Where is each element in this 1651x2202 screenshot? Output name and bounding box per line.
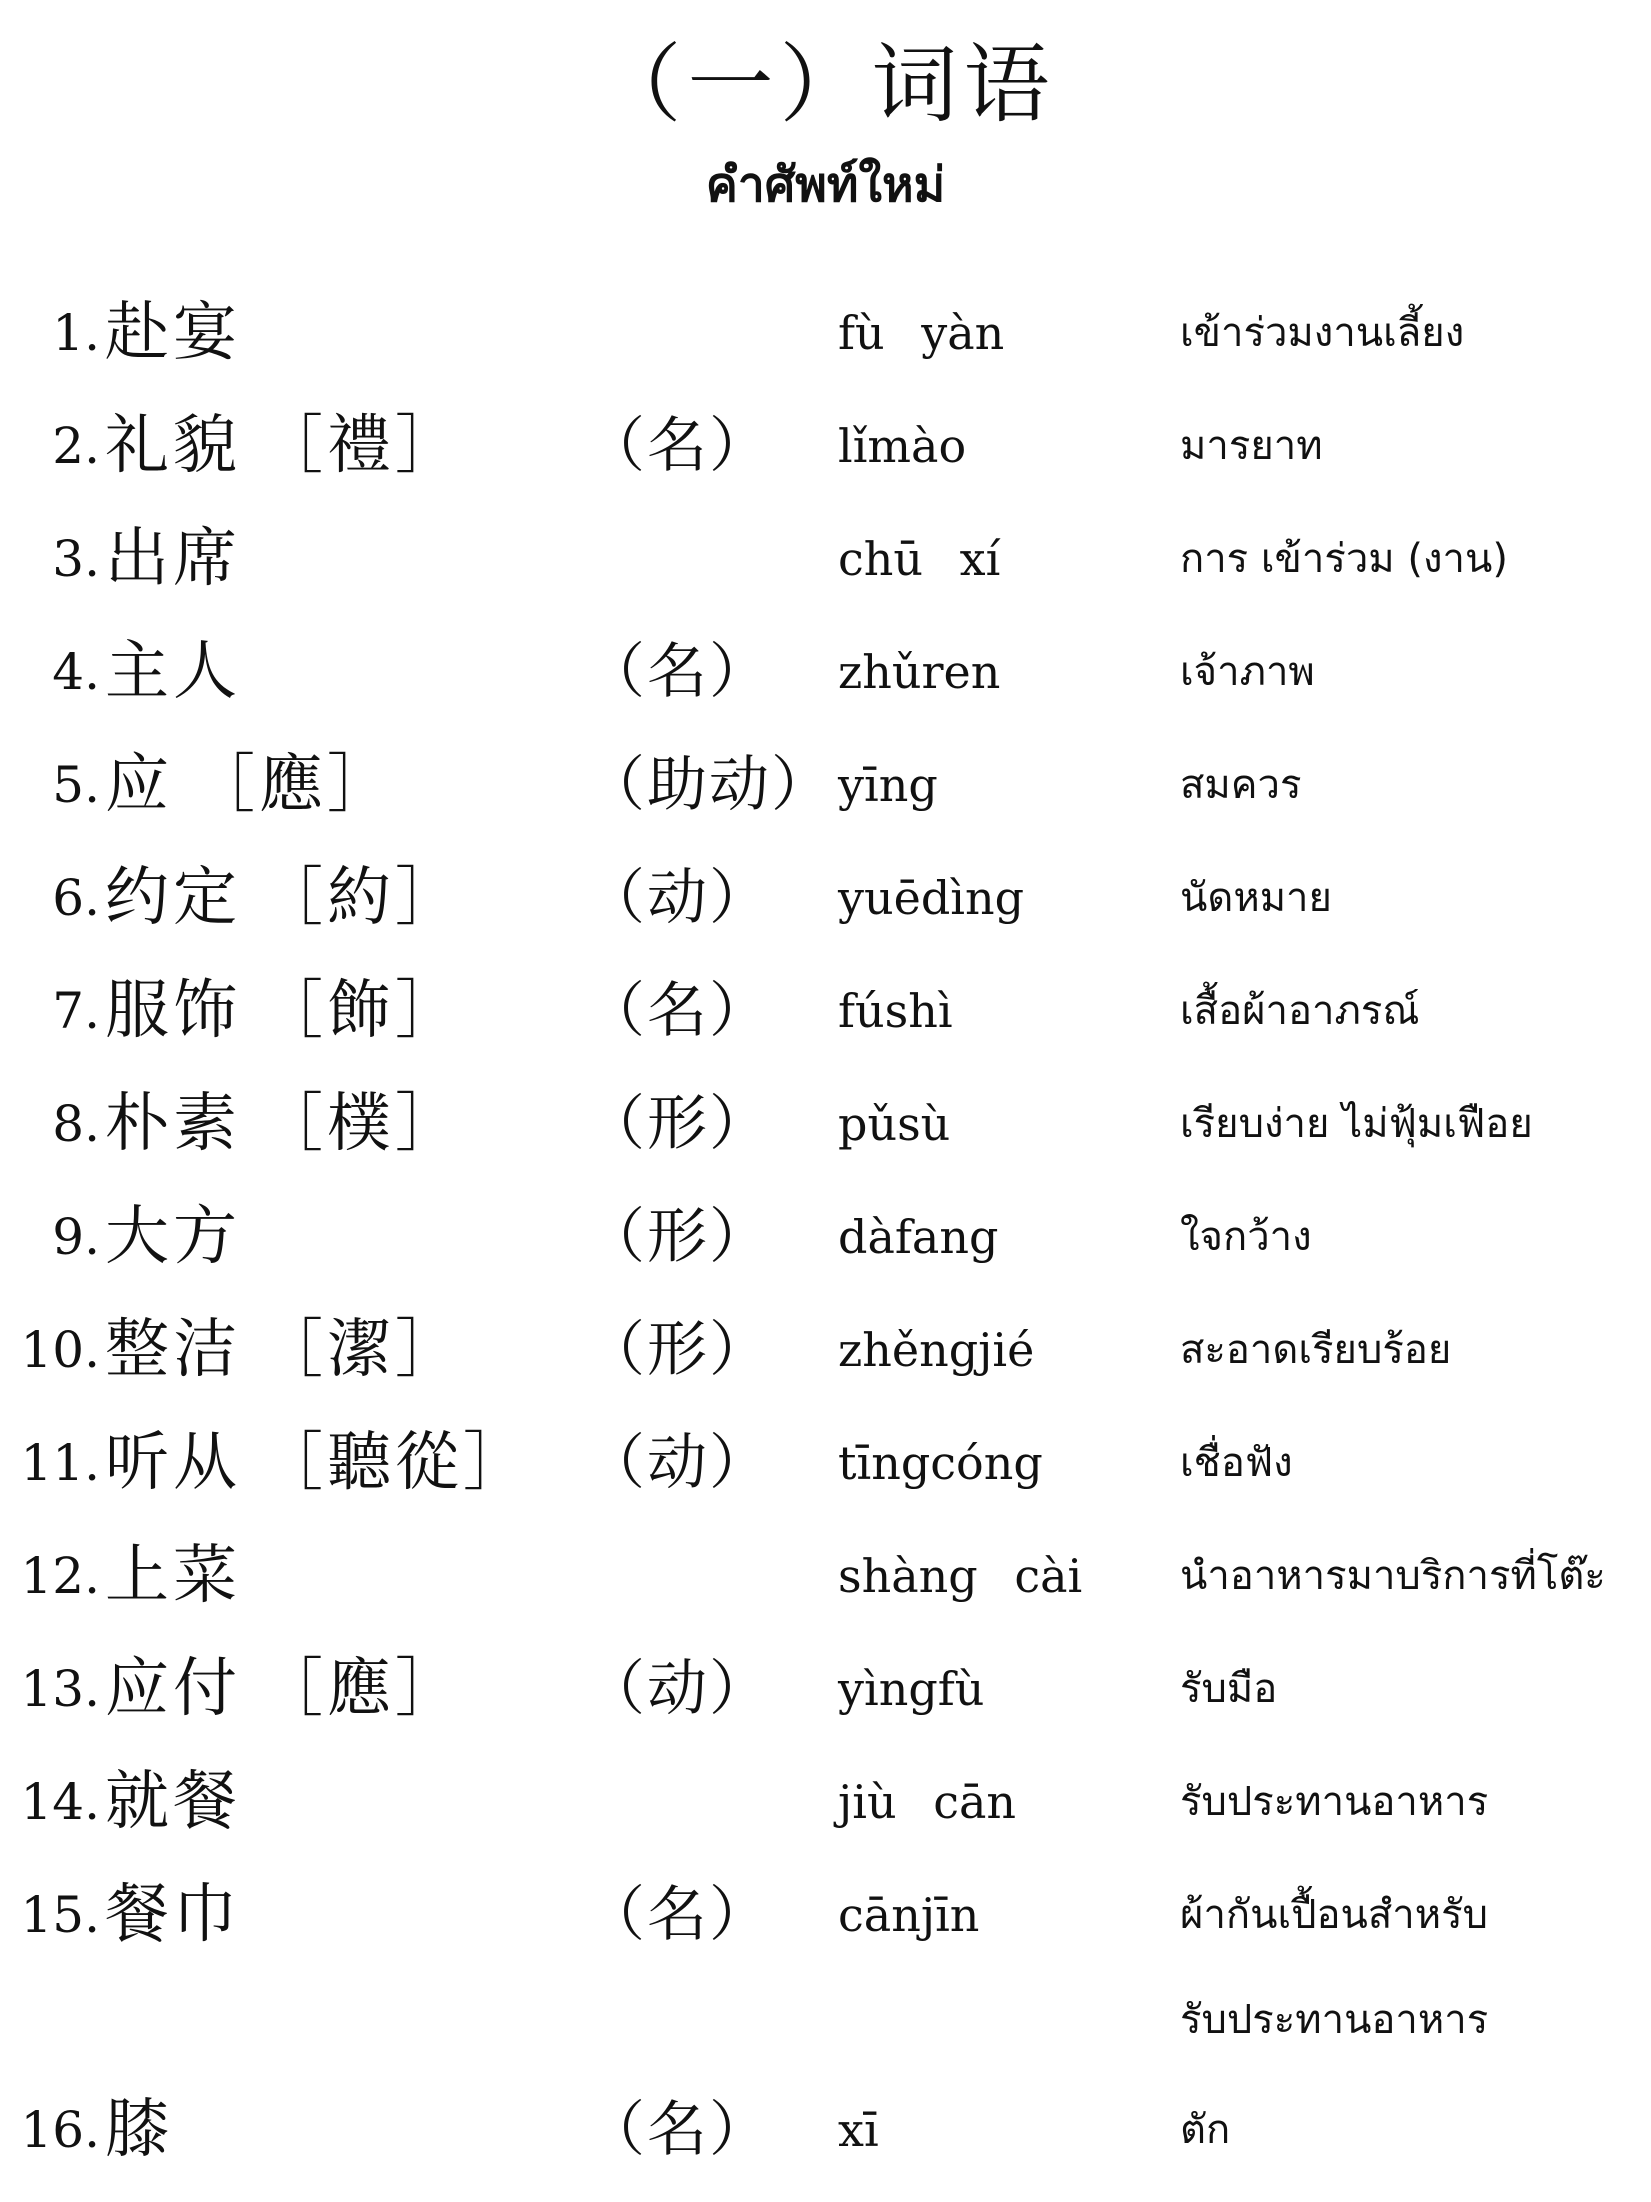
part-of-speech: （形） — [585, 1315, 771, 1385]
thai-meaning: ใจกว้าง — [1180, 1214, 1312, 1260]
entry-word — [105, 1526, 585, 1626]
thai-meaning: นัดหมาย — [1180, 875, 1332, 921]
part-of-speech: （名） — [585, 637, 771, 707]
part-of-speech: （动） — [585, 1428, 771, 1498]
thai-meaning: เจ้าภาพ — [1180, 649, 1315, 695]
traditional-form: ［樸］ — [259, 1087, 463, 1161]
simplified-word: 膝 — [105, 2093, 173, 2167]
part-of-speech — [585, 283, 835, 383]
simplified-word: 赴宴 — [105, 296, 241, 370]
pinyin: zhǔren — [838, 645, 1001, 699]
vocab-row — [0, 1865, 1651, 1965]
entry-number: 1. — [52, 304, 100, 362]
vocab-row — [0, 2080, 1651, 2180]
entry-word — [105, 2080, 585, 2180]
simplified-word: 就餐 — [105, 1765, 241, 1839]
simplified-word: 餐巾 — [105, 1878, 241, 1952]
entry-number: 9. — [52, 1208, 100, 1266]
vocab-row — [0, 735, 1651, 835]
vocab-row — [0, 1074, 1651, 1174]
part-of-speech — [585, 1526, 835, 1626]
simplified-word: 约定 — [105, 861, 241, 935]
entry-word — [105, 848, 585, 948]
pinyin: yīng — [838, 758, 938, 812]
vocab-row — [0, 961, 1651, 1061]
simplified-word: 礼貌 — [105, 409, 241, 483]
traditional-form: ［飾］ — [259, 974, 463, 1048]
vocab-row — [0, 1187, 1651, 1287]
entry-number: 4. — [52, 643, 100, 701]
pinyin: cānjīn — [838, 1888, 980, 1942]
part-of-speech: （助动） — [585, 750, 833, 820]
part-of-speech: （动） — [585, 863, 771, 933]
pinyin: tīngcóng — [838, 1436, 1043, 1490]
thai-meaning: ผ้ากันเปื้อนสำหรับ — [1180, 1892, 1489, 1938]
entry-number: 13. — [20, 1660, 100, 1718]
traditional-form: ［聽從］ — [259, 1426, 531, 1500]
traditional-form: ［約］ — [259, 861, 463, 935]
thai-meaning: รับมือ — [1180, 1666, 1278, 1712]
simplified-word: 应付 — [105, 1652, 241, 1726]
entry-number: 7. — [52, 982, 100, 1040]
vocab-row — [0, 622, 1651, 722]
entry-word — [105, 509, 585, 609]
simplified-word: 应 — [105, 748, 173, 822]
entry-number: 8. — [52, 1095, 100, 1153]
pinyin: shàng cài — [838, 1549, 1083, 1603]
pinyin: pǔsù — [838, 1097, 951, 1151]
part-of-speech: （形） — [585, 1089, 771, 1159]
pinyin: yuēdìng — [838, 871, 1025, 925]
entry-number: 16. — [20, 2101, 100, 2159]
page-subtitle: คำศัพท์ใหม่ — [705, 157, 946, 213]
entry-word — [105, 1752, 585, 1852]
pinyin: fù yàn — [838, 306, 1005, 360]
simplified-word: 主人 — [105, 635, 241, 709]
part-of-speech: （动） — [585, 1654, 771, 1724]
part-of-speech: （名） — [585, 1880, 771, 1950]
part-of-speech: （名） — [585, 976, 771, 1046]
vocab-row — [0, 509, 1651, 609]
entry-number: 6. — [52, 869, 100, 927]
vocab-row — [0, 396, 1651, 496]
traditional-form: ［應］ — [191, 748, 395, 822]
vocab-row — [0, 1300, 1651, 1400]
entry-number: 12. — [20, 1547, 100, 1605]
part-of-speech — [585, 509, 835, 609]
thai-meaning: มารยาท — [1180, 423, 1323, 469]
thai-meaning: เสื้อผ้าอาภรณ์ — [1180, 988, 1420, 1034]
entry-word — [105, 735, 585, 835]
part-of-speech: （形） — [585, 1202, 771, 1272]
entry-word — [105, 1639, 585, 1739]
entry-number: 14. — [20, 1773, 100, 1831]
pinyin: yìngfù — [838, 1662, 985, 1716]
entry-number: 2. — [52, 417, 100, 475]
simplified-word: 大方 — [105, 1200, 241, 1274]
part-of-speech — [585, 1752, 835, 1852]
pinyin: chū xí — [838, 532, 1001, 586]
thai-meaning: เชื่อฟัง — [1180, 1440, 1293, 1486]
pinyin: lǐmào — [838, 419, 967, 473]
page-title: （一）词语 — [595, 35, 1056, 135]
simplified-word: 整洁 — [105, 1313, 241, 1387]
entry-word — [105, 1300, 585, 1400]
entry-word — [105, 1187, 585, 1287]
entry-number: 3. — [52, 530, 100, 588]
thai-meaning: เรียบง่าย ไม่ฟุ้มเฟือย — [1180, 1101, 1533, 1147]
traditional-form: ［禮］ — [259, 409, 463, 483]
thai-meaning: ตัก — [1180, 2107, 1231, 2153]
entry-word — [105, 1865, 585, 1965]
pinyin: zhěngjié — [838, 1323, 1035, 1377]
entry-word — [105, 622, 585, 722]
pinyin: jiù cān — [838, 1775, 1017, 1829]
thai-meaning: สะอาดเรียบร้อย — [1180, 1327, 1452, 1373]
thai-meaning: การ เข้าร่วม (งาน) — [1180, 536, 1508, 582]
pinyin: dàfang — [838, 1210, 999, 1264]
simplified-word: 朴素 — [105, 1087, 241, 1161]
entry-word — [105, 1413, 585, 1513]
thai-meaning: เข้าร่วมงานเลี้ยง — [1180, 310, 1465, 356]
entry-word — [105, 396, 585, 496]
entry-number: 11. — [20, 1434, 100, 1492]
thai-meaning: สมควร — [1180, 762, 1302, 808]
thai-meaning-continuation: รับประทานอาหาร — [1180, 1997, 1489, 2043]
entry-word — [105, 1074, 585, 1174]
entry-number: 15. — [20, 1886, 100, 1944]
vocab-row — [0, 1639, 1651, 1739]
traditional-form: ［潔］ — [259, 1313, 463, 1387]
vocab-row — [0, 1526, 1651, 1626]
traditional-form: ［應］ — [259, 1652, 463, 1726]
thai-meaning: รับประทานอาหาร — [1180, 1779, 1489, 1825]
entry-word — [105, 283, 585, 383]
part-of-speech: （名） — [585, 2095, 771, 2165]
vocab-row — [0, 283, 1651, 383]
vocab-row — [0, 1752, 1651, 1852]
simplified-word: 听从 — [105, 1426, 241, 1500]
entry-number: 10. — [20, 1321, 100, 1379]
pinyin: fúshì — [838, 984, 953, 1038]
simplified-word: 出席 — [105, 522, 241, 596]
pinyin: xī — [838, 2103, 879, 2157]
vocab-row — [0, 1413, 1651, 1513]
simplified-word: 上菜 — [105, 1539, 241, 1613]
part-of-speech: （名） — [585, 411, 771, 481]
vocab-row — [0, 848, 1651, 948]
entry-number: 5. — [52, 756, 100, 814]
thai-meaning: นำอาหารมาบริการที่โต๊ะ — [1180, 1553, 1606, 1599]
simplified-word: 服饰 — [105, 974, 241, 1048]
entry-word — [105, 961, 585, 1061]
